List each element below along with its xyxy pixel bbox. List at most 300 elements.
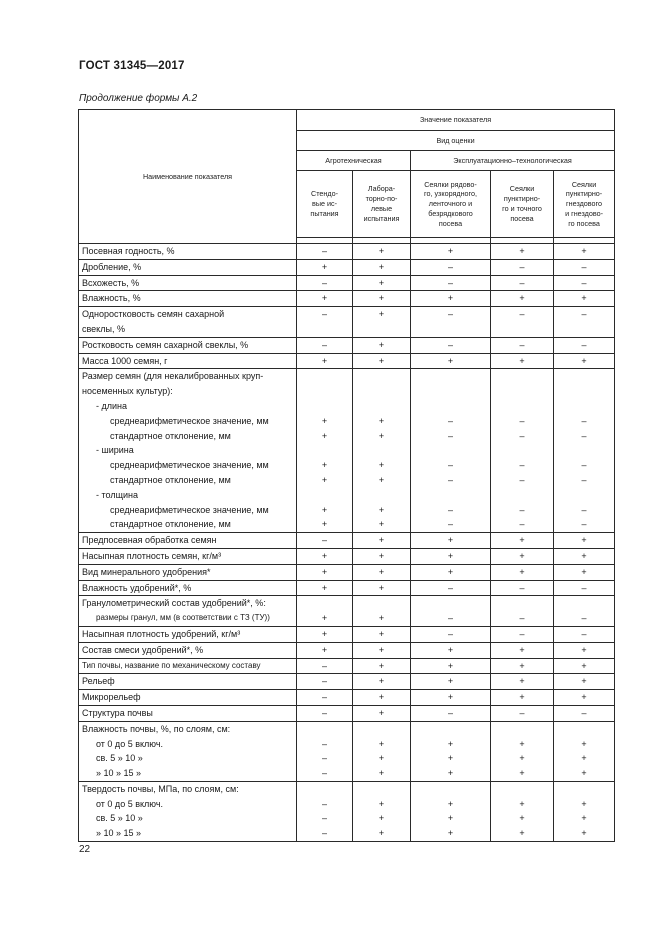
value-mark: –	[447, 707, 453, 718]
value-mark: +	[519, 753, 525, 764]
value-mark: –	[321, 535, 327, 546]
value-mark	[491, 782, 553, 797]
value-mark: +	[447, 293, 454, 304]
table-row	[79, 658, 615, 674]
value-cell	[554, 642, 615, 658]
value-mark	[554, 384, 614, 399]
value-cell	[491, 705, 554, 721]
value-cell	[297, 626, 353, 642]
indicator-name-cell	[79, 580, 297, 596]
value-mark: –	[519, 628, 525, 639]
value-cell	[411, 721, 491, 781]
value-mark: +	[581, 550, 587, 561]
table-row	[79, 548, 615, 564]
value-mark: +	[447, 676, 454, 687]
indicator-name-line: Насыпная плотность семян, кг/м³	[82, 550, 222, 561]
indicator-name-line: носеменных культур):	[82, 386, 173, 397]
value-mark: –	[447, 519, 453, 530]
indicator-name-cell	[79, 244, 297, 260]
value-mark: –	[581, 261, 587, 272]
indicator-name-line: Размер семян (для некалиброванных круп-	[82, 371, 264, 382]
value-mark: +	[447, 692, 454, 703]
value-cell	[411, 642, 491, 658]
value-mark: –	[321, 339, 327, 350]
value-mark	[353, 488, 410, 503]
value-mark: –	[519, 519, 525, 530]
value-mark: –	[519, 474, 525, 485]
col-header-line: ленточного и	[428, 199, 473, 209]
value-cell	[297, 658, 353, 674]
value-mark: +	[378, 738, 385, 749]
value-cell	[297, 291, 353, 307]
indicator-name-line: размеры гранул, мм (в соответствии с ТЗ (ТУ))	[96, 613, 270, 623]
value-mark: +	[519, 738, 525, 749]
value-cell	[353, 353, 411, 369]
value-mark: +	[321, 628, 328, 639]
value-mark: +	[519, 355, 525, 366]
value-mark: +	[378, 261, 385, 272]
value-mark: +	[321, 474, 328, 485]
indicators-table	[78, 109, 615, 842]
value-mark: +	[378, 613, 385, 624]
col-header-line: го и точного	[502, 204, 542, 213]
indicator-name-line: стандартное отклонение, мм	[110, 519, 231, 530]
value-cell	[554, 353, 615, 369]
value-mark: +	[378, 430, 385, 441]
indicator-name-line: Тип почвы, название по механическому составу	[82, 660, 261, 670]
indicator-name-cell	[79, 626, 297, 642]
value-cell	[491, 781, 554, 841]
value-mark: +	[378, 566, 385, 577]
value-mark: –	[447, 430, 453, 441]
value-cell	[353, 781, 411, 841]
table-row	[79, 307, 615, 338]
value-mark: +	[321, 582, 328, 593]
value-cell	[554, 658, 615, 674]
value-cell	[491, 626, 554, 642]
indicator-name-line: - ширина	[96, 445, 134, 456]
value-mark: +	[378, 628, 385, 639]
indicator-name-line: Всхожесть, %	[82, 277, 140, 288]
table-row	[79, 353, 615, 369]
table-body	[79, 244, 615, 842]
value-mark: +	[378, 339, 385, 350]
value-cell	[491, 548, 554, 564]
value-mark: –	[519, 415, 525, 426]
table-row	[79, 721, 615, 781]
indicator-name-line: Влажность почвы, %, по слоям, см:	[82, 723, 231, 734]
indicator-name-cell	[79, 353, 297, 369]
value-mark: +	[447, 535, 454, 546]
value-mark: +	[519, 660, 525, 671]
value-cell	[491, 564, 554, 580]
value-cell	[491, 533, 554, 549]
value-cell	[411, 674, 491, 690]
value-mark: +	[321, 460, 328, 471]
value-cell	[411, 690, 491, 706]
value-cell	[554, 291, 615, 307]
value-cell	[353, 564, 411, 580]
value-cell	[297, 244, 353, 260]
value-mark: –	[581, 628, 587, 639]
indicator-name-cell	[79, 705, 297, 721]
indicator-name-cell	[79, 291, 297, 307]
value-mark: –	[321, 738, 327, 749]
value-mark: –	[447, 339, 453, 350]
value-mark	[353, 596, 410, 611]
value-cell	[554, 548, 615, 564]
value-mark: –	[581, 504, 587, 515]
value-cell	[353, 548, 411, 564]
value-mark	[411, 596, 490, 611]
value-cell	[554, 259, 615, 275]
value-mark: +	[581, 660, 587, 671]
value-cell	[297, 275, 353, 291]
value-cell	[491, 721, 554, 781]
value-mark: –	[447, 582, 453, 593]
col-header-bench-tests	[297, 171, 353, 238]
value-cell	[411, 353, 491, 369]
value-mark: –	[321, 753, 327, 764]
value-cell	[554, 580, 615, 596]
value-mark: –	[581, 474, 587, 485]
value-mark: +	[581, 644, 587, 655]
value-cell	[353, 642, 411, 658]
value-cell	[411, 705, 491, 721]
value-mark: –	[519, 277, 525, 288]
value-cell	[297, 307, 353, 338]
value-mark: –	[321, 309, 327, 320]
value-mark: +	[581, 753, 587, 764]
value-mark	[411, 369, 490, 384]
value-cell	[411, 369, 491, 533]
col-header-line: Лабора-	[367, 184, 396, 194]
value-cell	[554, 721, 615, 781]
value-mark: +	[378, 692, 385, 703]
value-mark: –	[581, 415, 587, 426]
table-row	[79, 781, 615, 841]
col-header-line: посева	[438, 218, 463, 228]
value-mark: –	[581, 707, 587, 718]
form-continuation-caption: Продолжение формы А.2	[79, 93, 198, 104]
value-mark: +	[321, 613, 328, 624]
value-mark	[353, 384, 410, 399]
value-mark: +	[581, 828, 587, 839]
indicator-name-line: св. 5 » 10 »	[96, 813, 143, 824]
value-mark: –	[581, 613, 587, 624]
indicator-name-line: Микрорельеф	[82, 692, 141, 703]
indicator-name-line: Влажность удобрений*, %	[82, 582, 192, 593]
value-cell	[297, 596, 353, 627]
value-cell	[491, 291, 554, 307]
value-mark	[411, 399, 490, 414]
table-row	[79, 642, 615, 658]
indicator-name-cell	[79, 533, 297, 549]
value-mark: +	[378, 768, 385, 779]
col-header-line: го посева	[568, 218, 600, 228]
value-mark: +	[321, 430, 328, 441]
value-mark: +	[378, 460, 385, 471]
value-mark: +	[581, 798, 587, 809]
value-cell	[297, 353, 353, 369]
value-cell	[411, 337, 491, 353]
table-row	[79, 275, 615, 291]
value-cell	[297, 690, 353, 706]
indicator-name-line: Состав смеси удобрений*, %	[82, 644, 204, 655]
value-cell	[491, 259, 554, 275]
value-mark: –	[447, 628, 453, 639]
table-row	[79, 291, 615, 307]
indicator-name-cell	[79, 307, 297, 338]
value-mark: +	[447, 828, 454, 839]
indicator-name-line: Рельеф	[82, 676, 115, 687]
indicator-name-line: стандартное отклонение, мм	[110, 474, 231, 485]
value-cell	[411, 533, 491, 549]
value-mark: –	[519, 460, 525, 471]
value-mark: +	[519, 566, 525, 577]
indicator-name-line: Структура почвы	[82, 707, 153, 718]
evaluation-kind-header: Вид оценки	[297, 131, 615, 151]
value-cell	[491, 275, 554, 291]
value-mark: –	[321, 246, 327, 256]
indicator-name-line: от 0 до 5 включ.	[96, 798, 164, 809]
indicator-name-line: св. 5 » 10 »	[96, 753, 143, 764]
value-mark: +	[321, 566, 328, 577]
table-row	[79, 533, 615, 549]
value-mark: +	[321, 519, 328, 530]
value-mark	[491, 488, 553, 503]
value-mark: +	[447, 644, 454, 655]
value-mark: –	[447, 613, 453, 624]
value-mark: +	[519, 692, 525, 703]
value-cell	[554, 307, 615, 338]
value-mark: –	[581, 309, 587, 320]
value-mark	[411, 782, 490, 797]
agrotechnical-header: Агротехническая	[297, 151, 411, 171]
col-header-line: гнездового	[566, 199, 603, 209]
value-mark: –	[581, 460, 587, 471]
table-row	[79, 705, 615, 721]
col-header-line: пытания	[310, 208, 339, 218]
value-mark: –	[321, 277, 327, 288]
value-cell	[554, 674, 615, 690]
value-mark	[554, 782, 614, 797]
value-mark: +	[321, 644, 328, 655]
value-mark	[297, 399, 352, 414]
indicator-name-line: » 10 » 15 »	[96, 828, 142, 839]
value-cell	[411, 548, 491, 564]
col-header-line: Сеялки рядово-	[424, 179, 477, 189]
value-mark	[353, 369, 410, 384]
value-mark: –	[519, 504, 525, 515]
value-cell	[491, 580, 554, 596]
value-cell	[353, 580, 411, 596]
table-row	[79, 580, 615, 596]
value-mark	[491, 443, 553, 458]
value-cell	[554, 533, 615, 549]
page-number: 22	[79, 844, 91, 855]
operational-technological-header: Эксплуатационно–технологическая	[411, 151, 615, 171]
value-mark: +	[581, 293, 587, 304]
value-mark: +	[378, 582, 385, 593]
value-mark: +	[378, 535, 385, 546]
value-cell	[297, 580, 353, 596]
value-cell	[353, 369, 411, 533]
value-mark: +	[447, 813, 454, 824]
value-cell	[491, 244, 554, 260]
indicator-name-line: от 0 до 5 включ.	[96, 738, 164, 749]
value-cell	[353, 244, 411, 260]
indicator-name-line: среднеарифметическое значение, мм	[110, 460, 269, 471]
value-cell	[297, 721, 353, 781]
indicator-name-header: Наименование показателя	[79, 110, 297, 244]
indicator-name-line: - толщина	[96, 489, 138, 500]
value-mark: –	[519, 309, 525, 320]
value-mark	[554, 488, 614, 503]
value-mark: +	[378, 676, 385, 687]
value-mark	[491, 399, 553, 414]
value-mark: +	[447, 753, 454, 764]
value-cell	[297, 548, 353, 564]
value-cell	[353, 307, 411, 338]
value-cell	[491, 337, 554, 353]
value-mark: –	[581, 339, 587, 350]
value-cell	[297, 564, 353, 580]
value-cell	[297, 337, 353, 353]
value-mark: +	[519, 798, 525, 809]
indicator-name-line: - длина	[96, 400, 128, 411]
value-mark: +	[581, 813, 587, 824]
value-mark: –	[519, 707, 525, 718]
value-mark: +	[581, 768, 587, 779]
value-cell	[353, 259, 411, 275]
value-mark	[411, 722, 490, 737]
value-cell	[491, 658, 554, 674]
col-header-line: пунктирно-	[503, 194, 541, 204]
value-mark: +	[447, 566, 454, 577]
value-mark: +	[378, 504, 385, 515]
value-mark: +	[581, 676, 587, 687]
value-mark	[297, 722, 352, 737]
value-mark	[353, 722, 410, 737]
indicator-name-line: Посевная годность, %	[82, 246, 175, 256]
value-mark	[297, 488, 352, 503]
value-mark	[297, 782, 352, 797]
value-mark: –	[447, 460, 453, 471]
value-mark: +	[321, 293, 328, 304]
value-mark: –	[581, 430, 587, 441]
value-mark: –	[519, 339, 525, 350]
value-mark: –	[519, 261, 525, 272]
value-mark: –	[321, 798, 327, 809]
table-row	[79, 369, 615, 533]
value-mark: –	[447, 415, 453, 426]
value-cell	[491, 353, 554, 369]
value-cell	[297, 533, 353, 549]
value-cell	[411, 244, 491, 260]
indicator-name-cell	[79, 548, 297, 564]
value-mark	[353, 443, 410, 458]
value-cell	[554, 369, 615, 533]
value-cell	[353, 626, 411, 642]
value-cell	[297, 705, 353, 721]
value-mark: +	[378, 355, 385, 366]
value-mark: +	[519, 676, 525, 687]
value-cell	[411, 658, 491, 674]
value-cell	[554, 690, 615, 706]
value-cell	[411, 596, 491, 627]
value-cell	[353, 533, 411, 549]
value-cell	[353, 658, 411, 674]
indicator-name-line: Одноростковость семян сахарной	[82, 309, 225, 320]
value-mark	[297, 596, 352, 611]
value-mark: –	[447, 504, 453, 515]
value-mark	[297, 369, 352, 384]
value-mark: +	[581, 535, 587, 546]
value-mark: +	[581, 246, 587, 256]
value-mark: +	[519, 246, 525, 256]
value-cell	[491, 307, 554, 338]
value-mark: +	[519, 828, 525, 839]
value-cell	[297, 781, 353, 841]
value-mark	[554, 369, 614, 384]
value-cell	[353, 721, 411, 781]
value-mark: +	[378, 707, 385, 718]
col-header-line: безрядкового	[428, 208, 473, 218]
value-cell	[554, 781, 615, 841]
indicator-name-line: свеклы, %	[82, 323, 125, 334]
indicator-name-cell	[79, 369, 297, 533]
value-cell	[554, 705, 615, 721]
value-mark: +	[378, 660, 385, 671]
value-mark: –	[321, 707, 327, 718]
col-header-line: пунктирно-	[565, 189, 603, 199]
indicator-name-line: среднеарифметическое значение, мм	[110, 504, 269, 515]
value-cell	[297, 674, 353, 690]
col-header-line: Сеялки	[509, 184, 535, 194]
value-mark	[297, 384, 352, 399]
indicator-name-line: среднеарифметическое значение, мм	[110, 415, 269, 426]
indicator-name-line: Предпосевная обработка семян	[82, 535, 217, 546]
value-mark: +	[378, 753, 385, 764]
value-mark: –	[321, 828, 327, 839]
indicator-name-line: Гранулометрический состав удобрений*, %:	[82, 598, 266, 609]
value-mark	[297, 443, 352, 458]
indicator-value-header: Значение показателя	[297, 110, 615, 131]
value-mark	[491, 722, 553, 737]
value-mark: –	[321, 676, 327, 687]
value-mark: –	[447, 309, 453, 320]
value-cell	[491, 642, 554, 658]
value-cell	[554, 275, 615, 291]
indicator-name-cell	[79, 259, 297, 275]
indicator-name-line: Твердость почвы, МПа, по слоям, см:	[82, 783, 239, 794]
value-cell	[353, 337, 411, 353]
value-mark: +	[447, 738, 454, 749]
value-mark: +	[321, 355, 328, 366]
table-row	[79, 564, 615, 580]
value-cell	[411, 781, 491, 841]
value-cell	[554, 626, 615, 642]
table-row	[79, 337, 615, 353]
value-mark: +	[519, 768, 525, 779]
table-row	[79, 674, 615, 690]
value-mark: –	[447, 277, 453, 288]
table-row	[79, 259, 615, 275]
value-mark: –	[321, 768, 327, 779]
value-cell	[491, 674, 554, 690]
value-cell	[297, 642, 353, 658]
